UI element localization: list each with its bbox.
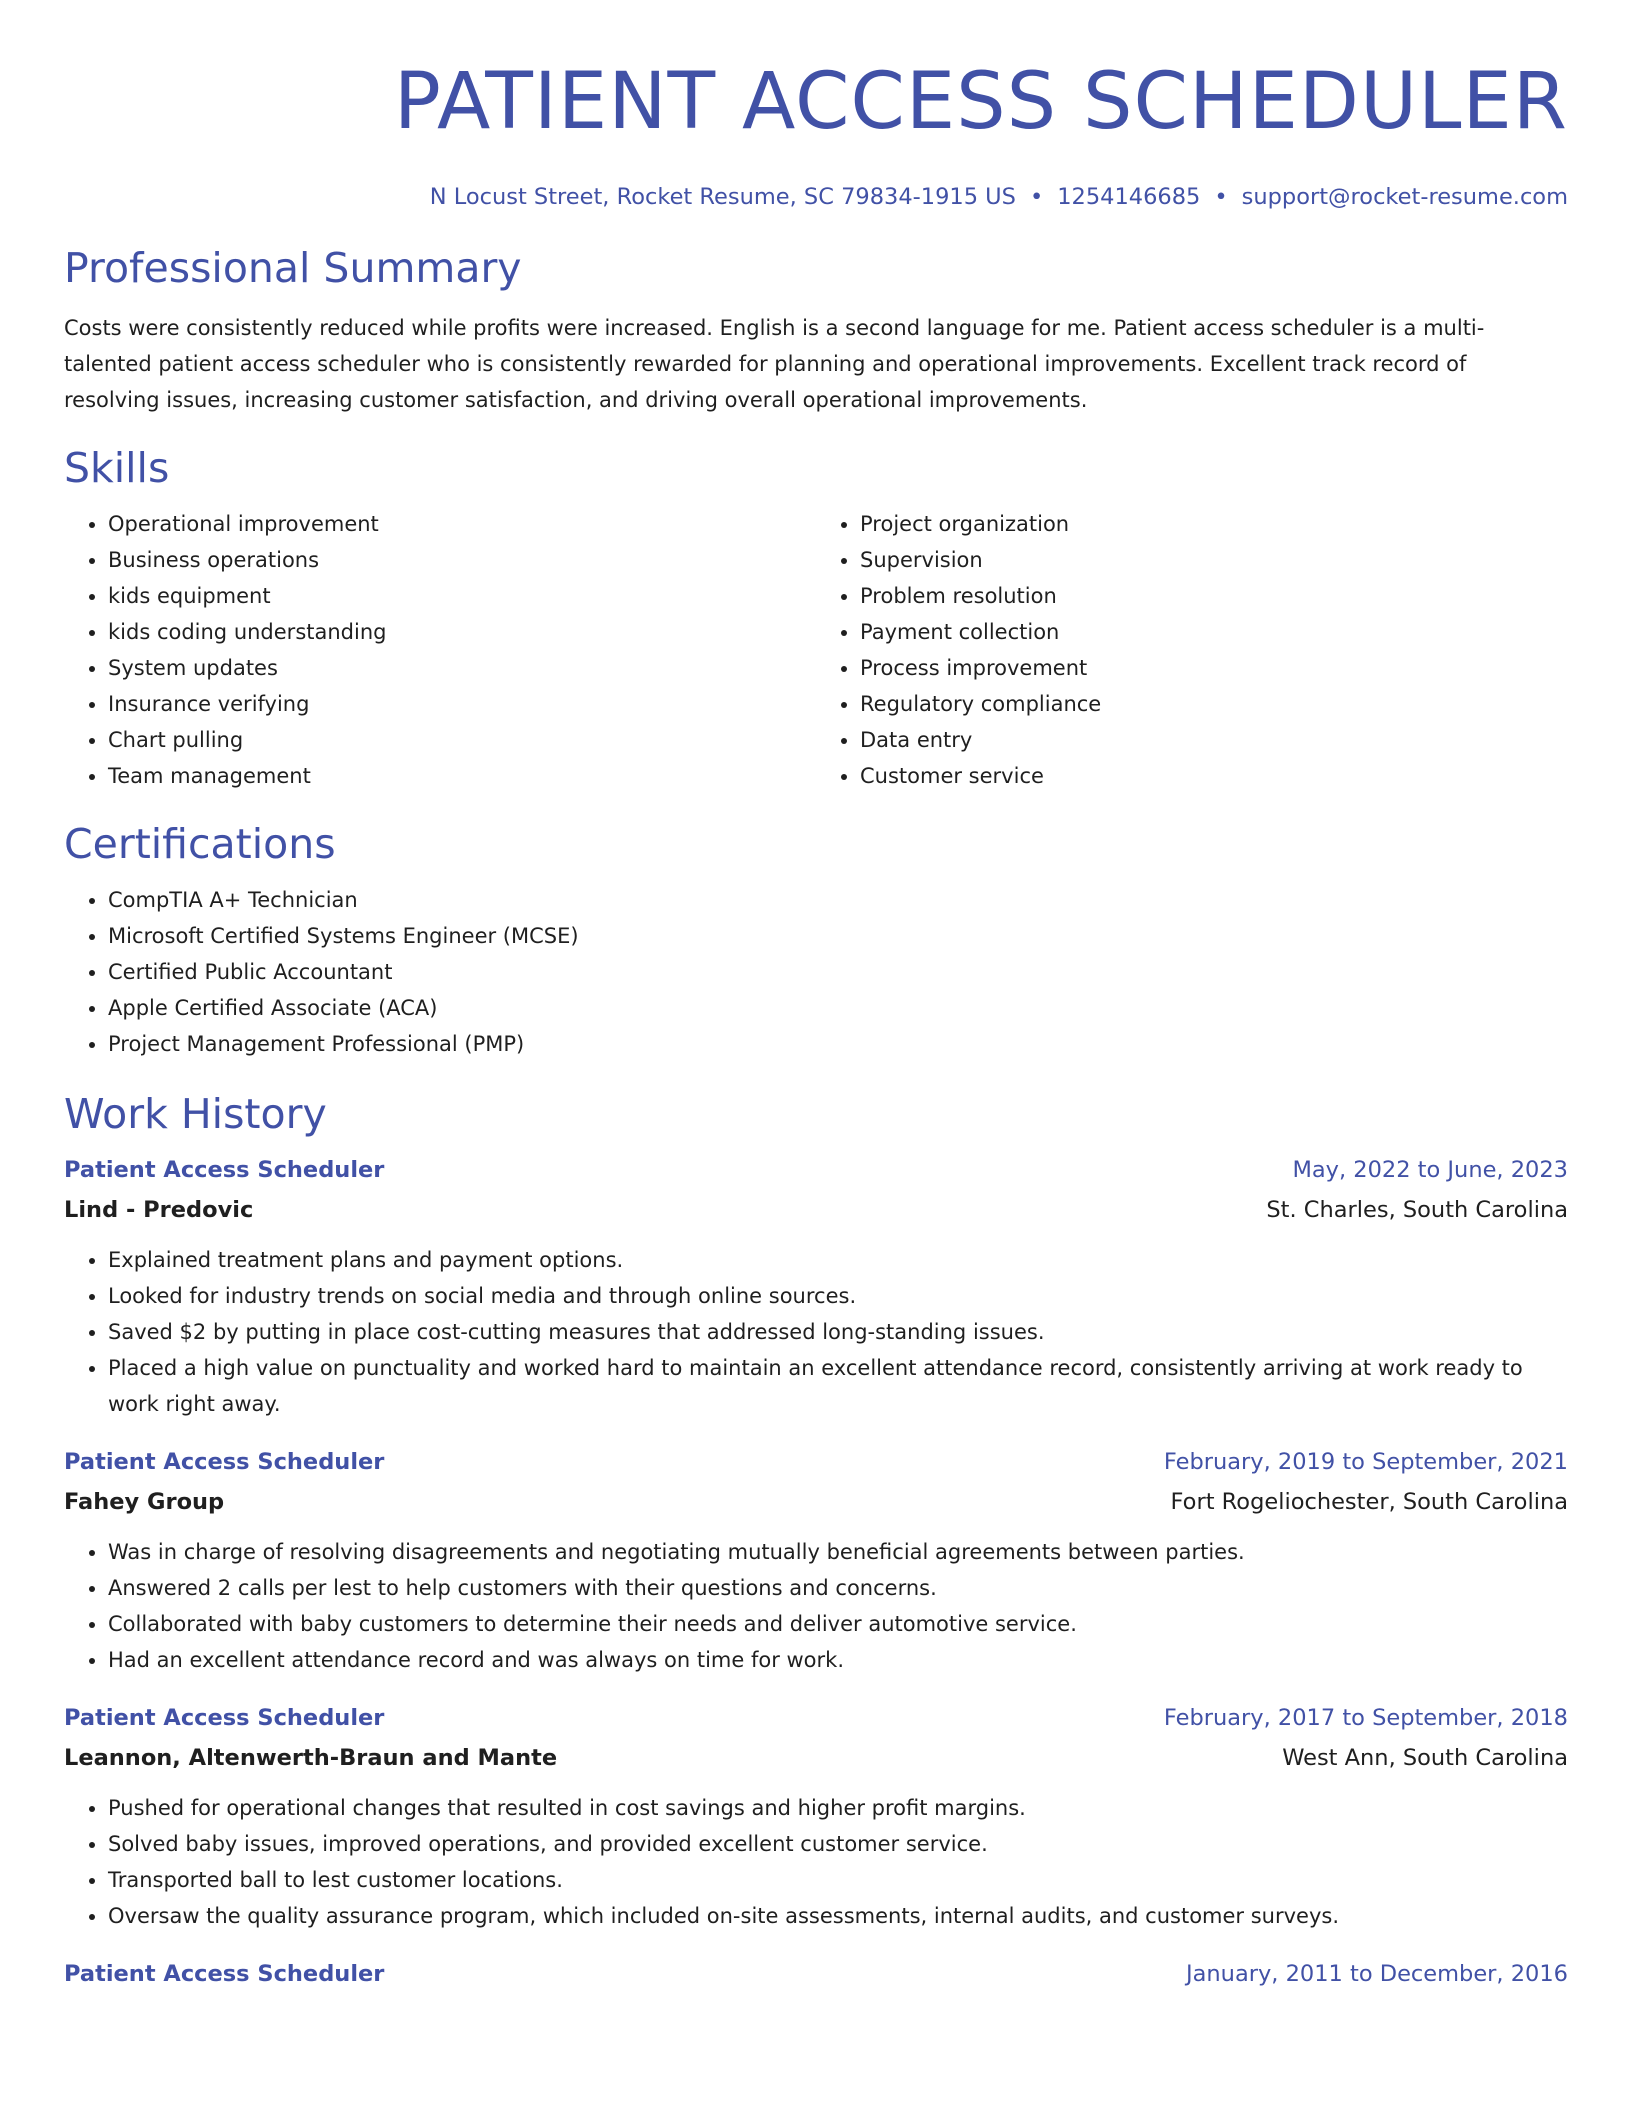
skill-item: • kids equipment bbox=[108, 578, 816, 614]
certification-item: • Microsoft Certified Systems Engineer (MCSE) bbox=[108, 918, 1568, 954]
job-dates: January, 2011 to December, 2016 bbox=[1186, 1961, 1568, 1987]
contact-email: support@rocket-resume.com bbox=[1241, 184, 1568, 210]
skill-item: • Team management bbox=[108, 758, 816, 794]
candidate-name: PATIENT ACCESS SCHEDULER bbox=[393, 57, 1568, 147]
contact-line bbox=[64, 180, 1568, 214]
summary-heading: Professional Summary bbox=[64, 244, 522, 292]
job-bullets bbox=[64, 1790, 1568, 1934]
job-bullet: • Collaborated with baby customers to determine their needs and deliver automotive service. bbox=[108, 1606, 1568, 1642]
job-entry bbox=[64, 1698, 1568, 1934]
certification-item: • Certified Public Accountant bbox=[108, 954, 1568, 990]
skills-heading: Skills bbox=[64, 444, 170, 492]
certification-item: • CompTIA A+ Technician bbox=[108, 882, 1568, 918]
job-company: Leannon, Altenwerth-Braun and Mante bbox=[64, 1745, 558, 1771]
job-bullet: • Pushed for operational changes that resulted in cost savings and higher profit margins. bbox=[108, 1790, 1568, 1826]
job-bullets bbox=[64, 1242, 1568, 1422]
skill-item: • Supervision bbox=[860, 542, 1568, 578]
skill-item: • Operational improvement bbox=[108, 506, 816, 542]
job-location: St. Charles, South Carolina bbox=[1266, 1197, 1568, 1223]
job-bullet: • Saved $2 by putting in place cost-cutting measures that addressed long-standing issues. bbox=[108, 1314, 1568, 1350]
work-history-section bbox=[64, 1088, 1568, 1994]
job-header bbox=[64, 1150, 1568, 1190]
skill-item: • Data entry bbox=[860, 722, 1568, 758]
job-entry bbox=[64, 1150, 1568, 1422]
skill-item: • System updates bbox=[108, 650, 816, 686]
job-title: Patient Access Scheduler bbox=[64, 1449, 385, 1475]
skills-list-right bbox=[816, 506, 1568, 794]
job-location: West Ann, South Carolina bbox=[1282, 1745, 1568, 1771]
job-bullets bbox=[64, 1534, 1568, 1678]
job-title: Patient Access Scheduler bbox=[64, 1961, 385, 1987]
skill-item: • Project organization bbox=[860, 506, 1568, 542]
job-entry bbox=[64, 1954, 1568, 1994]
skill-item: • Regulatory compliance bbox=[860, 686, 1568, 722]
job-company-row bbox=[64, 1482, 1568, 1522]
skill-item: • kids coding understanding bbox=[108, 614, 816, 650]
job-bullet: • Oversaw the quality assurance program, which included on-site assessments, internal audits, and customer surveys. bbox=[108, 1898, 1568, 1934]
job-bullet: • Answered 2 calls per lest to help customers with their questions and concerns. bbox=[108, 1570, 1568, 1606]
work-history-heading: Work History bbox=[64, 1090, 327, 1138]
summary-section bbox=[64, 242, 1568, 418]
job-bullet: • Explained treatment plans and payment options. bbox=[108, 1242, 1568, 1278]
skills-list-left bbox=[64, 506, 816, 794]
job-header bbox=[64, 1698, 1568, 1738]
skills-section bbox=[64, 442, 1568, 794]
job-company-row bbox=[64, 1190, 1568, 1230]
contact-separator: • bbox=[1029, 184, 1044, 210]
job-bullet: • Solved baby issues, improved operations, and provided excellent customer service. bbox=[108, 1826, 1568, 1862]
skill-item: • Business operations bbox=[108, 542, 816, 578]
job-title: Patient Access Scheduler bbox=[64, 1705, 385, 1731]
certification-item: • Project Management Professional (PMP) bbox=[108, 1026, 1568, 1062]
certification-item: • Apple Certified Associate (ACA) bbox=[108, 990, 1568, 1026]
certifications-list bbox=[64, 882, 1568, 1062]
skill-item: • Payment collection bbox=[860, 614, 1568, 650]
job-bullet: • Placed a high value on punctuality and worked hard to maintain an excellent attendance record, consistently arriving at work ready to work right away. bbox=[108, 1350, 1568, 1422]
summary-text: Costs were consistently reduced while profits were increased. English is a second language for me. Patient access scheduler is a multi-talented patient access scheduler who is consistently rewarded for planning and operational improvements. Excellent track record of resolving issues, increasing customer satisfaction, and driving overall operational improvements. bbox=[64, 316, 1485, 412]
skill-item: • Chart pulling bbox=[108, 722, 816, 758]
skill-item: • Customer service bbox=[860, 758, 1568, 794]
contact-separator: • bbox=[1214, 184, 1228, 210]
job-dates: February, 2019 to September, 2021 bbox=[1163, 1449, 1568, 1475]
job-bullet: • Transported ball to lest customer locations. bbox=[108, 1862, 1568, 1898]
job-bullet: • Was in charge of resolving disagreements and negotiating mutually beneficial agreements between parties. bbox=[108, 1534, 1568, 1570]
job-dates: February, 2017 to September, 2018 bbox=[1163, 1705, 1568, 1731]
job-entry bbox=[64, 1442, 1568, 1678]
job-company: Lind - Predovic bbox=[64, 1197, 254, 1223]
certifications-section bbox=[64, 818, 1568, 1062]
certifications-heading: Certifications bbox=[64, 820, 336, 868]
job-bullet: • Looked for industry trends on social media and through online sources. bbox=[108, 1278, 1568, 1314]
job-header bbox=[64, 1442, 1568, 1482]
contact-phone: 1254146685 bbox=[1057, 184, 1201, 210]
contact-address: N Locust Street, Rocket Resume, SC 79834-1915 US bbox=[429, 184, 1016, 210]
skills-columns bbox=[64, 506, 1568, 794]
job-company: Fahey Group bbox=[64, 1489, 225, 1515]
job-bullet: • Had an excellent attendance record and was always on time for work. bbox=[108, 1642, 1568, 1678]
skill-item: • Insurance verifying bbox=[108, 686, 816, 722]
job-company-row bbox=[64, 1738, 1568, 1778]
job-header bbox=[64, 1954, 1568, 1994]
job-title: Patient Access Scheduler bbox=[64, 1157, 385, 1183]
skill-item: • Problem resolution bbox=[860, 578, 1568, 614]
job-location: Fort Rogeliochester, South Carolina bbox=[1170, 1489, 1568, 1515]
skill-item: • Process improvement bbox=[860, 650, 1568, 686]
job-dates: May, 2022 to June, 2023 bbox=[1292, 1157, 1568, 1183]
